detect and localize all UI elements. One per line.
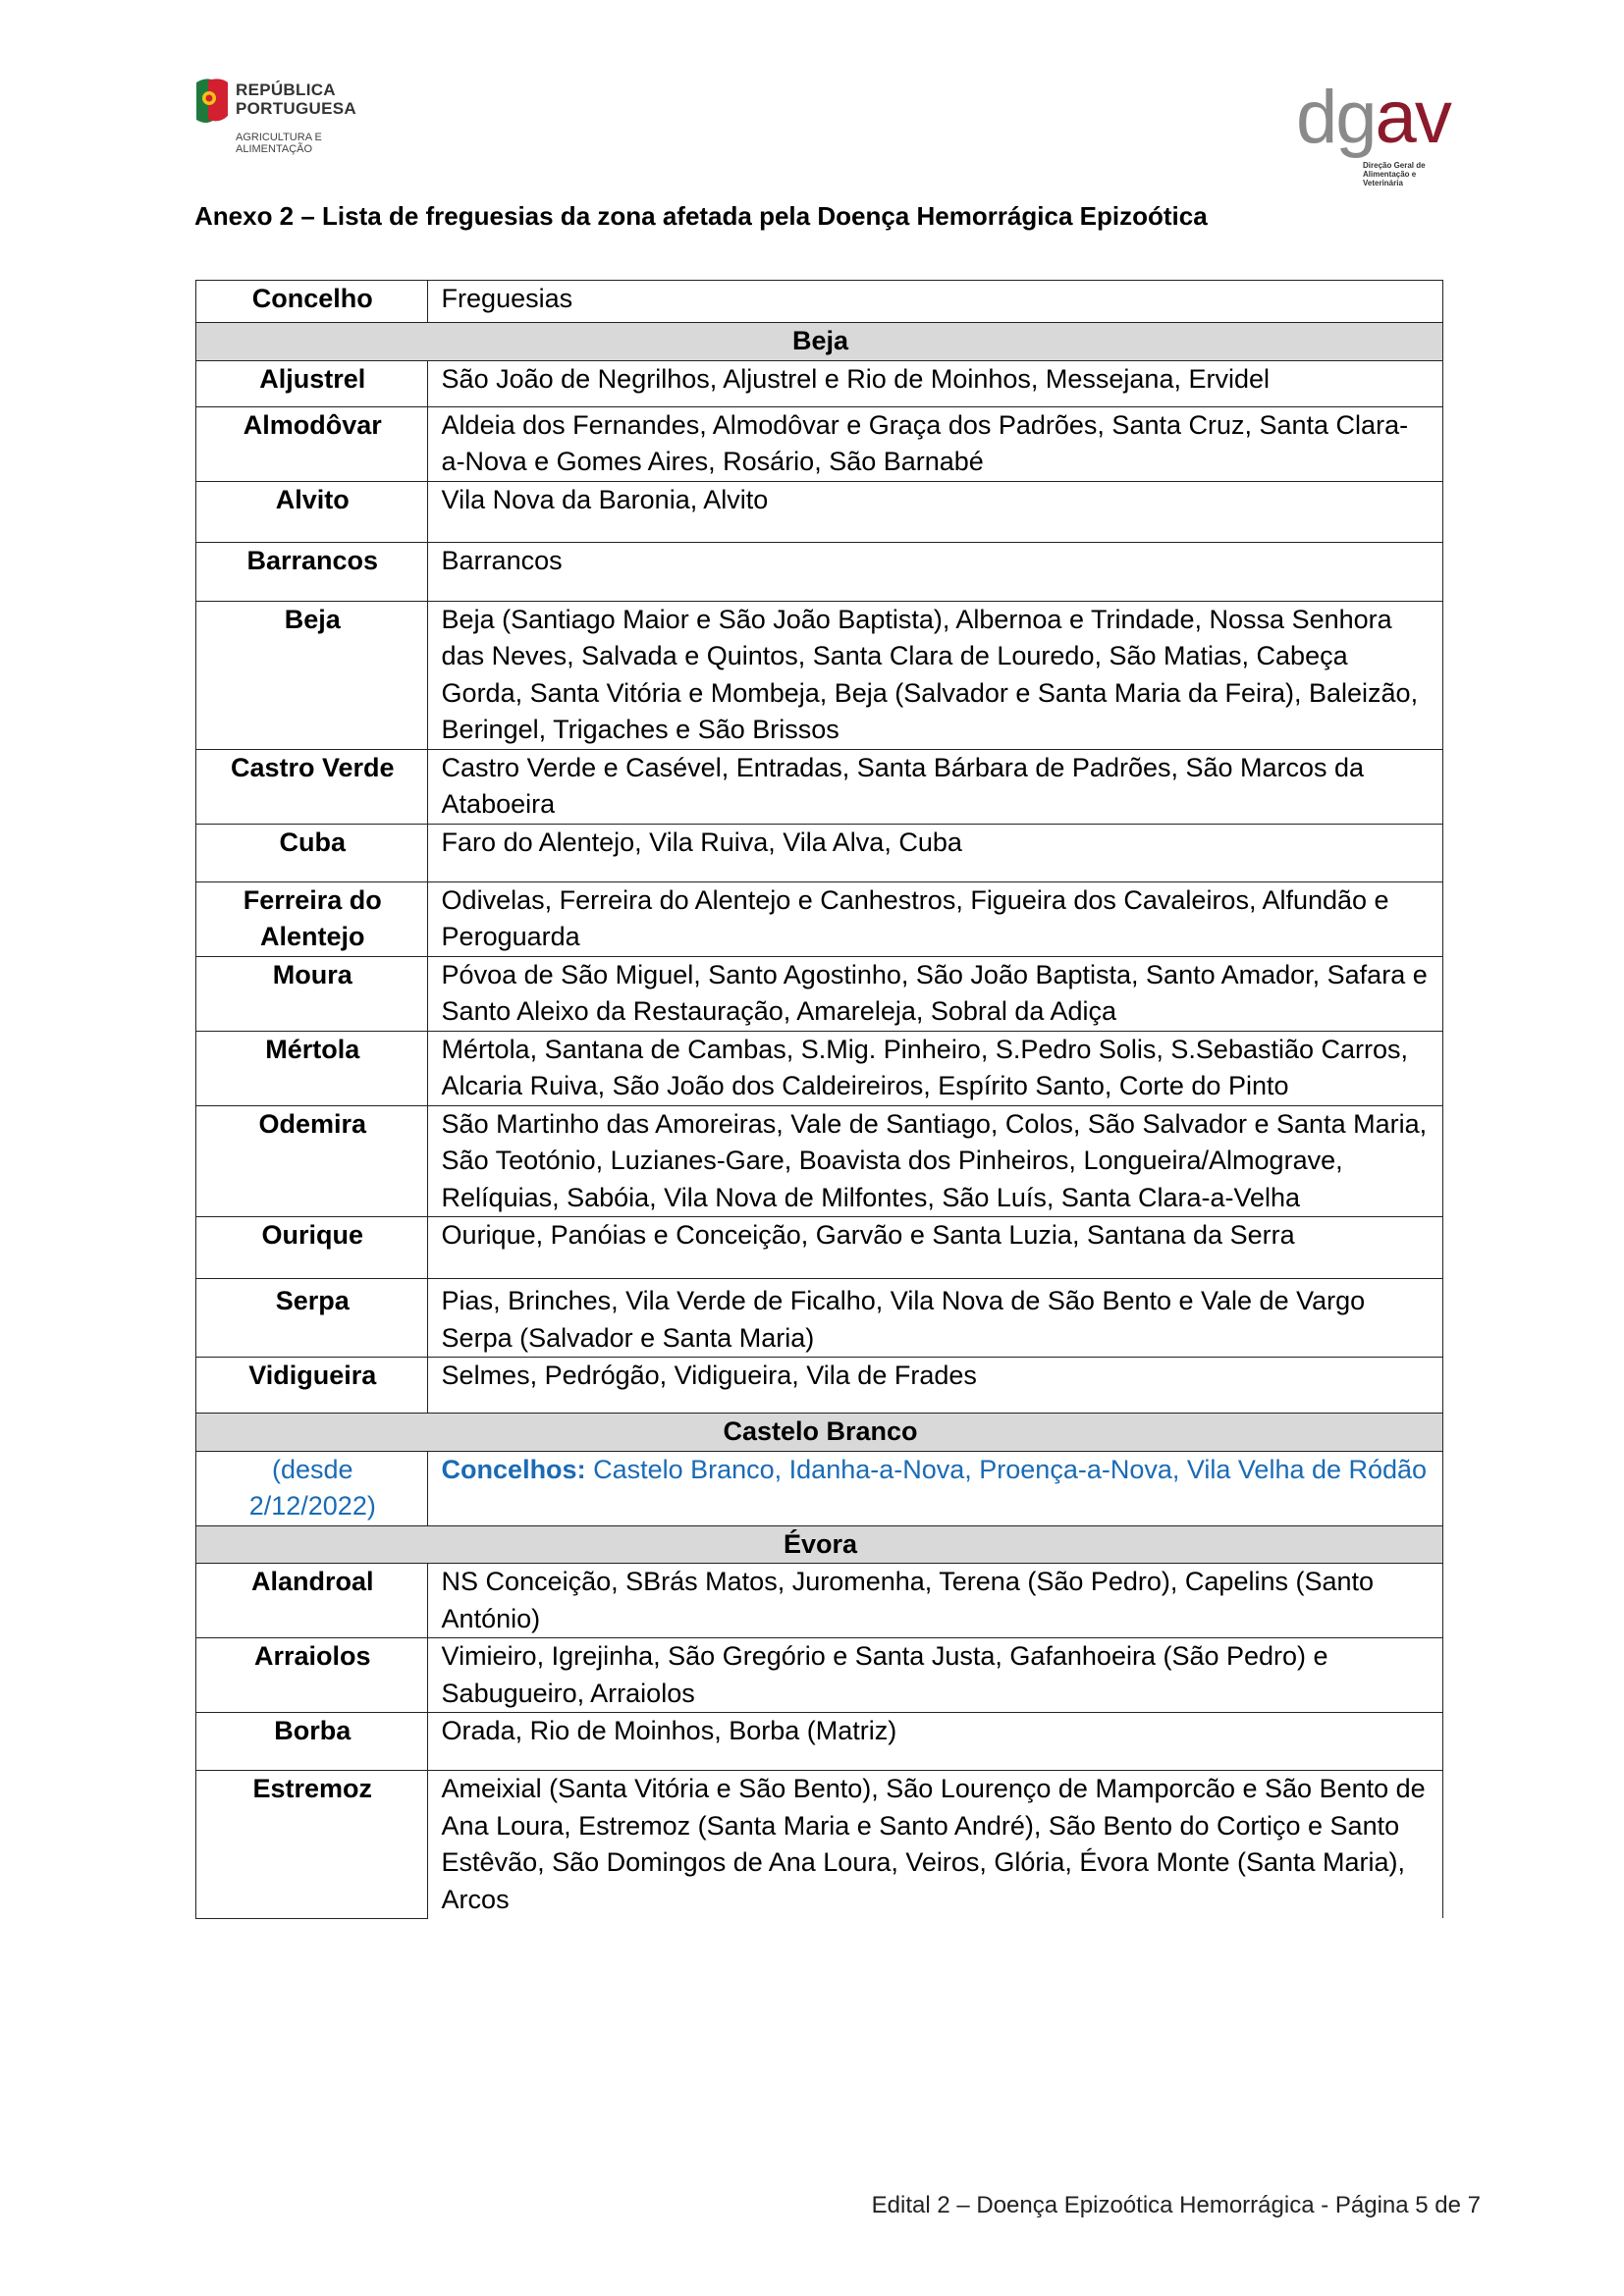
concelho-cell: Alvito [196,481,428,542]
concelho-cell: Aljustrel [196,360,428,406]
freguesias-cell: São Martinho das Amoreiras, Vale de Santiago, Colos, São Salvador e Santa Maria, São Teotónio, Luzianes-Gare, Boavista dos Pinheiros, Longueira/Almograve, Relíquias, Sabóia, Vila Nova de Milfontes, São Luís, Santa Clara-a-Velha [427,1105,1442,1217]
concelho-cell: Arraiolos [196,1638,428,1713]
concelho-cell: Borba [196,1713,428,1771]
header-concelho: Concelho [196,281,428,323]
concelho-cell: Barrancos [196,542,428,601]
district-row-castelo-branco [196,1414,1443,1452]
freguesias-cell: Faro do Alentejo, Vila Ruiva, Vila Alva, Cuba [427,824,1442,881]
table-header-row [196,281,1443,323]
concelho-cell: Vidigueira [196,1358,428,1414]
concelho-cell: Ourique [196,1217,428,1279]
concelho-cell: Alandroal [196,1564,428,1638]
concelho-cell: Estremoz [196,1771,428,1919]
freguesias-cell: São João de Negrilhos, Aljustrel e Rio de Moinhos, Messejana, Ervidel [427,360,1442,406]
district-row-evora [196,1525,1443,1564]
table-row [196,1279,1443,1358]
district-row-beja [196,323,1443,361]
concelho-cell: Moura [196,956,428,1031]
district-label: Castelo Branco [196,1414,1443,1452]
table-row [196,481,1443,542]
table-row [196,601,1443,749]
table-row [196,1105,1443,1217]
dgav-wordmark [1296,76,1450,159]
concelho-cell: Castro Verde [196,749,428,824]
concelho-cell: Odemira [196,1105,428,1217]
republica-portuguesa-logo [192,77,369,165]
table-row [196,1031,1443,1105]
freguesias-cell: Orada, Rio de Moinhos, Borba (Matriz) [427,1713,1442,1771]
concelho-cell: Cuba [196,824,428,881]
table-row [196,956,1443,1031]
dgav-word-red: av [1375,76,1450,159]
freguesias-cell: NS Conceição, SBrás Matos, Juromenha, Terena (São Pedro), Capelins (Santo António) [427,1564,1442,1638]
logo-title: REPÚBLICA PORTUGUESA [236,80,356,118]
concelhos-label: Concelhos: [441,1454,586,1484]
dgav-logo [1296,76,1450,187]
freguesias-cell: Beja (Santiago Maior e São João Baptista), Albernoa e Trindade, Nossa Senhora das Neves, Salvada e Quintos, Santa Clara de Louredo, São Matias, Cabeça Gorda, Santa Vitória e Mombeja, Beja (Salvador e Santa Maria da Feira), Baleizão, Beringel, Trigaches e São Brissos [427,601,1442,749]
concelho-cell: Almodôvar [196,406,428,481]
freguesias-cell: Ourique, Panóias e Conceição, Garvão e Santa Luzia, Santana da Serra [427,1217,1442,1279]
freguesias-cell: Vila Nova da Baronia, Alvito [427,481,1442,542]
parishes-table [195,280,1443,1919]
freguesias-cell: Castro Verde e Casével, Entradas, Santa Bárbara de Padrões, São Marcos da Ataboeira [427,749,1442,824]
dgav-subtitle: Direção Geral de Alimentação e Veterinária [1363,161,1426,187]
table-row [196,542,1443,601]
district-label: Évora [196,1525,1443,1564]
district-label: Beja [196,323,1443,361]
concelho-cell: (desde 2/12/2022) [196,1451,428,1525]
table-row [196,824,1443,881]
table-row [196,1564,1443,1638]
table-row [196,406,1443,481]
concelho-cell: Serpa [196,1279,428,1358]
freguesias-cell: Mértola, Santana de Cambas, S.Mig. Pinheiro, S.Pedro Solis, S.Sebastião Carros, Alcaria Ruiva, São João dos Caldeireiros, Espírito Santo, Corte do Pinto [427,1031,1442,1105]
table-row [196,1771,1443,1919]
dgav-word-gray: dg [1296,76,1376,159]
freguesias-cell: Aldeia dos Fernandes, Almodôvar e Graça dos Padrões, Santa Cruz, Santa Clara-a-Nova e Gomes Aires, Rosário, São Barnabé [427,406,1442,481]
document-title: Anexo 2 – Lista de freguesias da zona afetada pela Doença Hemorrágica Epizoótica [194,201,1208,231]
table-row [196,360,1443,406]
freguesias-cell [427,1451,1442,1525]
table-row [196,1451,1443,1525]
table-row [196,881,1443,956]
portuguese-flag-icon [192,77,230,126]
concelho-cell: Mértola [196,1031,428,1105]
concelhos-list: Castelo Branco, Idanha-a-Nova, Proença-a-Nova, Vila Velha de Ródão [585,1454,1428,1484]
table-row [196,1638,1443,1713]
freguesias-cell: Vimieiro, Igrejinha, São Gregório e Santa Justa, Gafanhoeira (São Pedro) e Sabugueiro, Arraiolos [427,1638,1442,1713]
concelho-cell: Beja [196,601,428,749]
table-row [196,1713,1443,1771]
logo-subtitle: AGRICULTURA E ALIMENTAÇÃO [236,132,322,155]
freguesias-cell: Póvoa de São Miguel, Santo Agostinho, São João Baptista, Santo Amador, Safara e Santo Aleixo da Restauração, Amareleja, Sobral da Adiça [427,956,1442,1031]
freguesias-cell: Selmes, Pedrógão, Vidigueira, Vila de Frades [427,1358,1442,1414]
header-freguesias: Freguesias [427,281,1442,323]
freguesias-cell: Pias, Brinches, Vila Verde de Ficalho, Vila Nova de São Bento e Vale de Vargo Serpa (Salvador e Santa Maria) [427,1279,1442,1358]
freguesias-cell: Barrancos [427,542,1442,601]
freguesias-cell: Odivelas, Ferreira do Alentejo e Canhestros, Figueira dos Cavaleiros, Alfundão e Peroguarda [427,881,1442,956]
freguesias-cell: Ameixial (Santa Vitória e São Bento), São Lourenço de Mamporcão e São Bento de Ana Loura, Estremoz (Santa Maria e Santo André), São Bento do Cortiço e Santo Estêvão, São Domingos de Ana Loura, Veiros, Glória, Évora Monte (Santa Maria), Arcos [427,1771,1442,1919]
table-row [196,749,1443,824]
table-row [196,1358,1443,1414]
concelho-cell: Ferreira do Alentejo [196,881,428,956]
table-row [196,1217,1443,1279]
page-footer: Edital 2 – Doença Epizoótica Hemorrágica - Página 5 de 7 [871,2192,1481,2218]
